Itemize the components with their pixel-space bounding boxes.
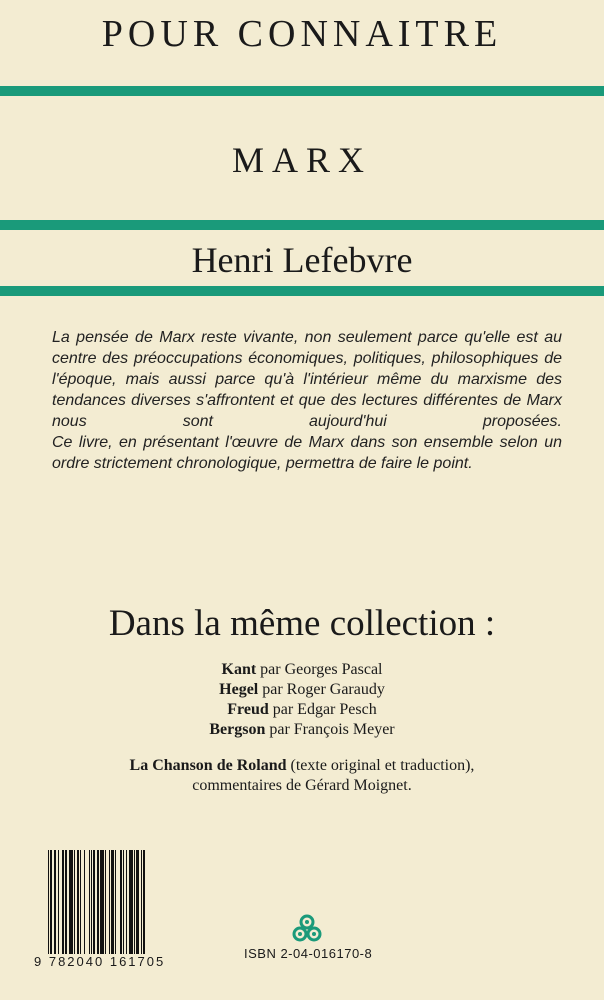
list-item-title: Freud bbox=[227, 701, 269, 718]
divider-stripe-1 bbox=[0, 86, 604, 96]
list-item bbox=[0, 720, 604, 740]
list-item-author: par Edgar Pesch bbox=[268, 701, 377, 718]
barcode-digits: 9 782040 161705 bbox=[34, 954, 166, 969]
back-cover-blurb bbox=[52, 327, 562, 474]
barcode-bars bbox=[48, 850, 180, 954]
barcode bbox=[22, 850, 182, 972]
list-item-author: par Roger Garaudy bbox=[258, 681, 385, 698]
extra-title-line-2: commentaires de Gérard Moignet. bbox=[192, 777, 412, 794]
blurb-paragraph-1: La pensée de Marx reste vivante, non seulement parce qu'elle est au centre des préoccupations économiques, politiques, philosophiques de l'époque, mais aussi parce qu'à l'intérieur même du marxisme des tendances diverses s'affrontent et que des lectures différentes de Marx nous sont aujourd'hui proposées. bbox=[52, 329, 562, 430]
divider-stripe-3 bbox=[0, 286, 604, 296]
series-title: POUR CONNAITRE bbox=[101, 13, 503, 55]
book-subject: MARX bbox=[231, 140, 373, 180]
publisher-logo-icon bbox=[290, 912, 324, 946]
collection-heading: Dans la même collection : bbox=[108, 603, 496, 644]
list-item-author: par François Meyer bbox=[265, 721, 395, 738]
list-item-title: Hegel bbox=[219, 681, 259, 698]
extra-title-name: La Chanson de Roland bbox=[129, 757, 287, 774]
list-item bbox=[0, 660, 604, 680]
book-author: Henri Lefebvre bbox=[191, 240, 413, 280]
isbn-number: ISBN 2-04-016170-8 bbox=[244, 946, 373, 961]
list-item bbox=[0, 680, 604, 700]
blurb-paragraph-2: Ce livre, en présentant l'œuvre de Marx dans son ensemble selon un ordre strictement chronologique, permettra de faire le point. bbox=[52, 434, 562, 472]
list-item-title: Kant bbox=[221, 661, 257, 678]
collection-extra-title bbox=[0, 756, 604, 796]
barcode-bar bbox=[145, 850, 146, 954]
collection-titles-list bbox=[0, 660, 604, 740]
extra-title-line-1 bbox=[0, 756, 604, 776]
list-item-title: Bergson bbox=[209, 721, 266, 738]
extra-title-note: (texte original et traduction), bbox=[286, 757, 475, 774]
list-item-author: par Georges Pascal bbox=[256, 661, 383, 678]
list-item bbox=[0, 700, 604, 720]
divider-stripe-2 bbox=[0, 220, 604, 230]
